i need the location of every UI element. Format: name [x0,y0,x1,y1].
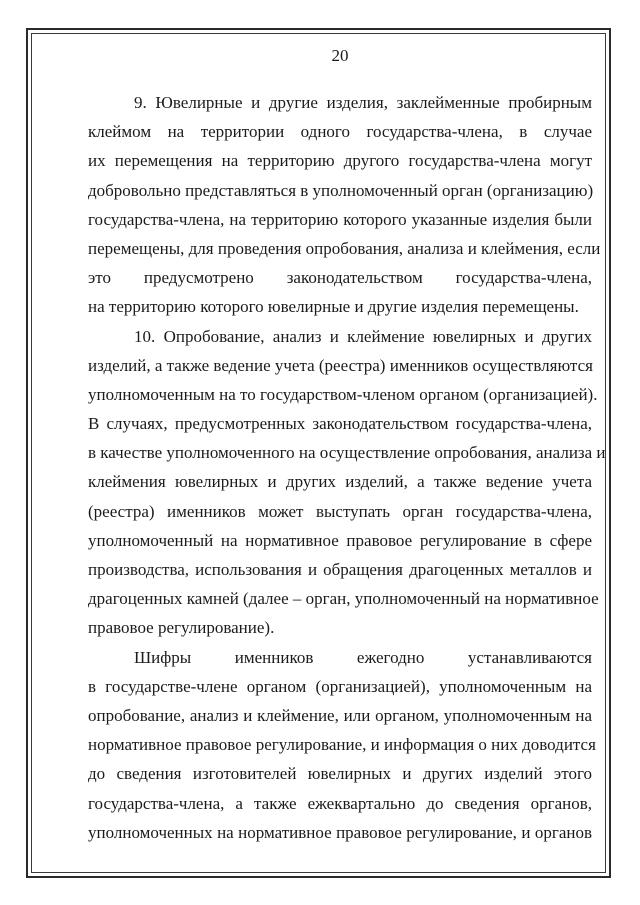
text-line: (реестра) именников может выступать орган государства-члена, [88,501,592,521]
text-line: уполномоченный на нормативное правовое регулирование в сфере [88,530,592,550]
text-line: перемещены, для проведения опробования, анализа и клеймения, если [88,238,601,258]
text-line: это предусмотрено законодательством государства-члена, [88,268,592,288]
text-line: производства, использования и обращения драгоценных металлов и [88,560,592,579]
text-line: 9. Ювелирные и другие изделия, заклейменные пробирным [134,93,592,112]
text-line: в качестве уполномоченного на осуществление опробования, анализа и [88,443,606,463]
text-line: государства-члена, на территорию которого указанные изделия были [88,209,592,229]
text-line: клеймом на территории одного государства-члена, в случае [88,122,592,142]
text-line: опробование, анализ и клеймение, или органом, уполномоченным на [88,705,592,725]
text-line: Шифры именников ежегодно устанавливаются [134,647,592,667]
text-line: на территорию которого ювелирные и другие изделия перемещены. [88,297,579,317]
text-line: до сведения изготовителей ювелирных и других изделий этого [88,764,592,784]
text-line: В случаях, предусмотренных законодательством государства-члена, [88,414,592,434]
text-line: добровольно представляться в уполномоченный орган (организацию) [88,180,594,200]
text-line: их перемещения на территорию другого государства-члена могут [88,151,592,171]
text-line: государства-члена, а также ежеквартально до сведения органов, [88,793,592,813]
text-line: уполномоченным на то государством-членом органом (организацией). [88,384,598,404]
text-line: нормативное правовое регулирование, и информация о них доводится [88,735,596,755]
text-line: изделий, а также ведение учета (реестра) именников осуществляются [88,355,593,375]
document-body [88,88,606,847]
text-line: правовое регулирование). [88,618,275,638]
text-line: драгоценных камней (далее – орган, уполномоченный на нормативное [88,589,599,609]
text-line: уполномоченных на нормативное правовое регулирование, и органов [88,822,592,842]
page-number: 20 [331,46,349,65]
text-line: в государстве-члене органом (организацией), уполномоченным на [88,676,592,696]
text-line: клеймения ювелирных и других изделий, а также ведение учета [88,472,592,492]
text-line: 10. Опробование, анализ и клеймение ювелирных и других [134,326,592,346]
